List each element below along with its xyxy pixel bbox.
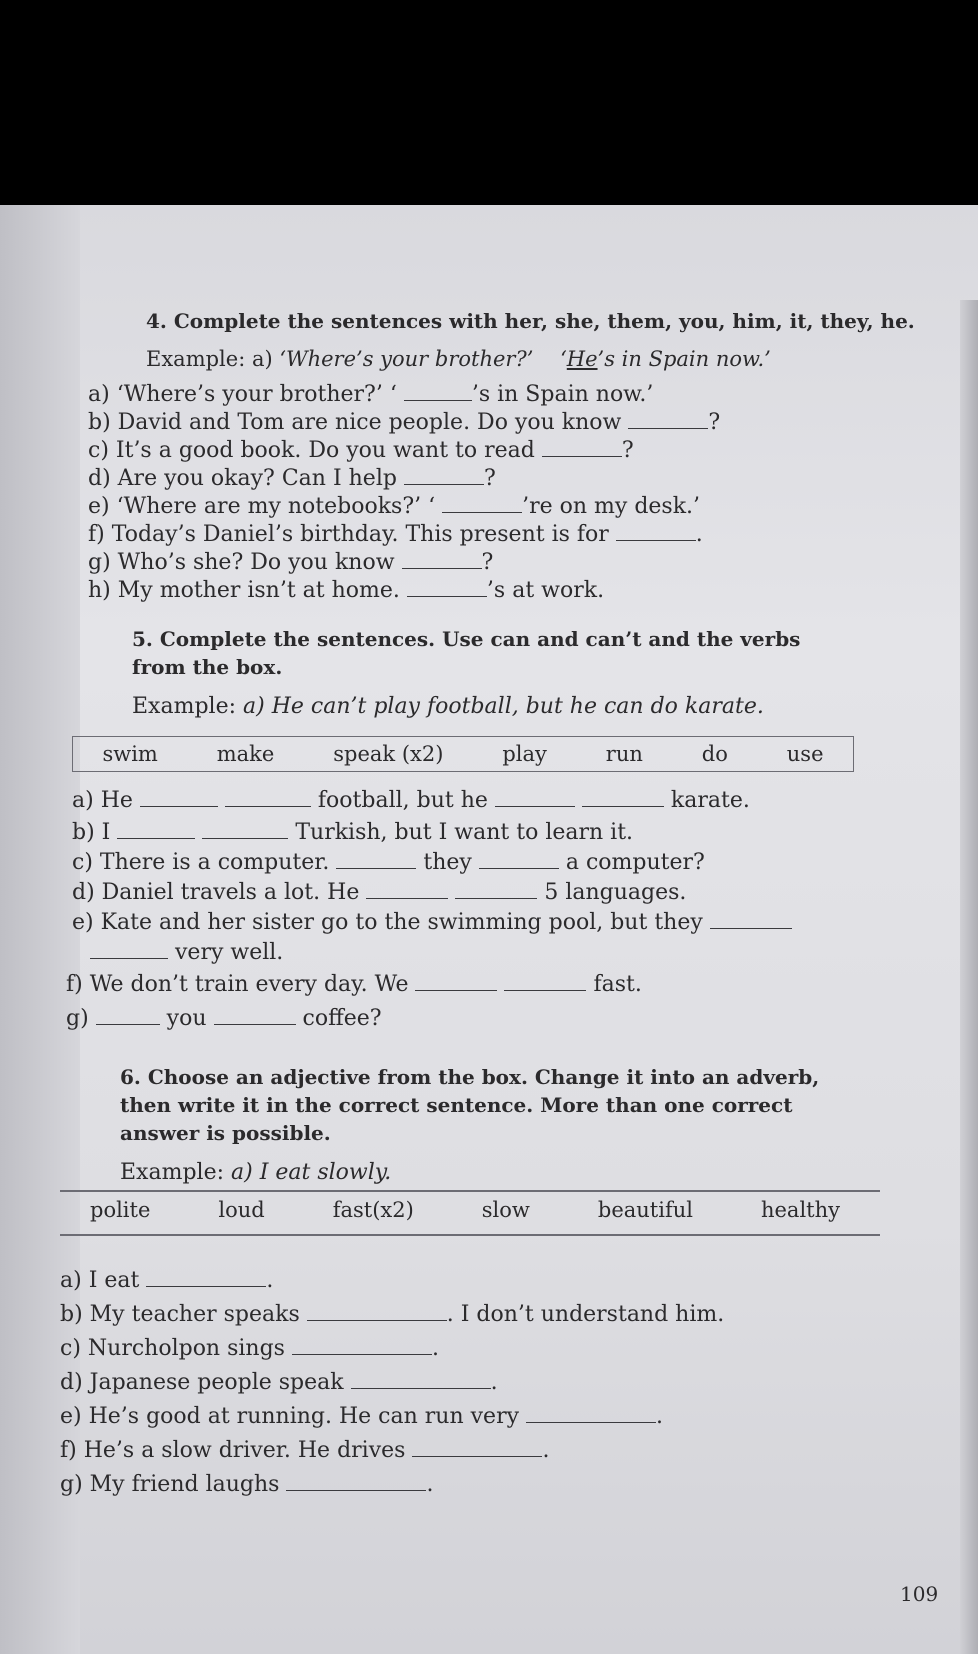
box-bottom-rule — [60, 1234, 880, 1236]
answer-blank[interactable] — [616, 520, 696, 541]
item-text: It’s a good book. Do you want to read — [115, 438, 535, 463]
task4-item-g — [88, 548, 493, 576]
example-label: Example: — [120, 1160, 224, 1185]
box-top-rule — [60, 1190, 880, 1192]
box-word: speak (x2) — [333, 742, 444, 766]
task4-item-c — [88, 436, 634, 464]
answer-blank[interactable] — [495, 786, 575, 807]
answer-blank[interactable] — [292, 1334, 432, 1355]
answer-blank[interactable] — [407, 576, 487, 597]
page-number: 109 — [900, 1582, 939, 1606]
task5-item-a — [72, 786, 750, 814]
answer-blank[interactable] — [307, 1300, 447, 1321]
answer-blank[interactable] — [90, 938, 168, 959]
item-text: you — [166, 1006, 207, 1031]
item-text: ‘Where’s your brother?’ ‘ — [116, 382, 397, 407]
item-text: f) We don’t train every day. We — [66, 972, 409, 997]
answer-blank[interactable] — [96, 1004, 160, 1025]
item-after: ? — [621, 438, 634, 463]
task6-heading-line2: then write it in the correct sentence. More than one correct — [120, 1093, 793, 1117]
item-text: e) He’s good at running. He can run very — [60, 1404, 520, 1429]
task6-item-b — [60, 1300, 724, 1328]
answer-blank[interactable] — [504, 970, 586, 991]
box-word: slow — [481, 1198, 530, 1222]
answer-blank[interactable] — [117, 818, 195, 839]
task6-example — [120, 1160, 391, 1186]
answer-blank[interactable] — [526, 1402, 656, 1423]
item-text: very well. — [175, 940, 284, 965]
task6-item-f — [60, 1436, 549, 1464]
item-text: ‘Where are my notebooks?’ ‘ — [116, 494, 436, 519]
answer-blank[interactable] — [366, 878, 448, 899]
task4-heading: 4. Complete the sentences with her, she, them, you, him, it, they, he. — [146, 309, 915, 333]
box-word: swim — [102, 742, 158, 766]
item-text: a computer? — [565, 850, 705, 875]
answer-blank[interactable] — [404, 464, 484, 485]
item-text: f) He’s a slow driver. He drives — [60, 1438, 406, 1463]
task5-heading-line1: 5. Complete the sentences. Use can and can’t and the verbs — [132, 627, 801, 651]
item-text: a) I eat — [60, 1268, 140, 1293]
item-text: g) — [66, 1006, 89, 1031]
item-text: coffee? — [302, 1006, 382, 1031]
item-text: football, but he — [317, 788, 488, 813]
example-label: Example: a) — [146, 347, 273, 371]
answer-blank[interactable] — [542, 436, 622, 457]
item-after: ? — [708, 410, 721, 435]
answer-blank[interactable] — [140, 786, 218, 807]
example-text: a) He can’t play football, but he can do karate. — [243, 694, 764, 719]
task5-example — [132, 694, 764, 720]
answer-blank[interactable] — [202, 818, 288, 839]
item-label: e) — [88, 494, 110, 519]
item-label: a) — [88, 382, 110, 407]
item-text: b) My teacher speaks — [60, 1302, 300, 1327]
task6-item-d — [60, 1368, 498, 1396]
box-word: do — [701, 742, 728, 766]
item-text: c) Nurcholpon sings — [60, 1336, 285, 1361]
item-after: ’s at work. — [486, 578, 605, 603]
answer-blank[interactable] — [336, 848, 416, 869]
item-text: My mother isn’t at home. — [117, 578, 400, 603]
item-after: ’s in Spain now.’ — [471, 382, 654, 407]
item-after: ’re on my desk.’ — [522, 494, 701, 519]
box-word: make — [216, 742, 275, 766]
item-text: they — [423, 850, 472, 875]
item-after: . — [656, 1404, 664, 1429]
textbook-page — [60, 300, 939, 1630]
task4-item-h — [88, 576, 604, 604]
item-label: h) — [88, 578, 111, 603]
task6-adjective-box — [90, 1198, 840, 1222]
task6-item-g — [60, 1470, 433, 1498]
answer-blank[interactable] — [710, 908, 792, 929]
box-word: polite — [90, 1198, 151, 1222]
task5-item-e-cont — [90, 938, 283, 966]
item-text: d) Daniel travels a lot. He — [72, 880, 360, 905]
task5-item-g — [66, 1004, 382, 1032]
item-text: g) My friend laughs — [60, 1472, 280, 1497]
answer-blank[interactable] — [628, 408, 708, 429]
item-text: d) Japanese people speak — [60, 1370, 344, 1395]
task5-item-e — [72, 908, 792, 936]
answer-blank[interactable] — [404, 380, 472, 401]
example-label: Example: — [132, 694, 236, 719]
task5-item-c — [72, 848, 705, 876]
answer-blank[interactable] — [146, 1266, 266, 1287]
box-word: fast(x2) — [332, 1198, 414, 1222]
task5-item-b — [72, 818, 633, 846]
item-text: David and Tom are nice people. Do you know — [117, 410, 622, 435]
task4-item-e — [88, 492, 700, 520]
task4-item-d — [88, 464, 496, 492]
item-text: Today’s Daniel’s birthday. This present is for — [111, 522, 609, 547]
item-after: ? — [483, 466, 496, 491]
item-label: f) — [88, 522, 105, 547]
task4-item-a — [88, 380, 653, 408]
item-text: Turkish, but I want to learn it. — [295, 820, 634, 845]
item-text: fast. — [593, 972, 642, 997]
task6-item-e — [60, 1402, 663, 1430]
task4-item-f — [88, 520, 703, 548]
item-text: e) Kate and her sister go to the swimming pool, but they — [72, 910, 703, 935]
item-label: b) — [88, 410, 111, 435]
item-text: karate. — [670, 788, 750, 813]
task4-item-b — [88, 408, 720, 436]
answer-blank[interactable] — [402, 548, 482, 569]
item-label: c) — [88, 438, 109, 463]
task5-item-d — [72, 878, 686, 906]
item-after: . — [266, 1268, 274, 1293]
task6-item-a — [60, 1266, 273, 1294]
box-word: beautiful — [597, 1198, 693, 1222]
answer-blank[interactable] — [582, 786, 664, 807]
task4-example — [146, 346, 771, 372]
task6-heading-line1: 6. Choose an adjective from the box. Change it into an adverb, — [120, 1065, 820, 1089]
box-word: use — [786, 742, 824, 766]
task6-item-c — [60, 1334, 439, 1362]
item-text: Are you okay? Can I help — [117, 466, 397, 491]
example-answer-rest: ’s in Spain now.’ — [597, 347, 771, 371]
answer-blank[interactable] — [455, 878, 537, 899]
item-text: b) I — [72, 820, 111, 845]
task5-heading-line2: from the box. — [132, 655, 283, 679]
example-quote: ‘ — [560, 347, 567, 371]
box-word: run — [605, 742, 643, 766]
answer-blank[interactable] — [479, 848, 559, 869]
box-word: play — [502, 742, 547, 766]
item-after: ? — [481, 550, 494, 575]
item-after: . — [426, 1472, 434, 1497]
item-after: . — [542, 1438, 550, 1463]
task5-item-f — [66, 970, 642, 998]
item-after: . — [431, 1336, 439, 1361]
answer-blank[interactable] — [351, 1368, 491, 1389]
box-word: loud — [218, 1198, 265, 1222]
answer-blank[interactable] — [225, 786, 311, 807]
example-question: ‘Where’s your brother?’ — [279, 347, 534, 371]
item-text: c) There is a computer. — [72, 850, 330, 875]
item-text: a) He — [72, 788, 133, 813]
task6-heading-line3: answer is possible. — [120, 1121, 331, 1145]
example-text: a) I eat slowly. — [231, 1160, 392, 1185]
right-page-edge — [960, 300, 978, 1654]
example-answer: He — [566, 347, 598, 371]
item-after: . I don’t understand him. — [446, 1302, 725, 1327]
item-after: . — [490, 1370, 498, 1395]
item-label: d) — [88, 466, 111, 491]
answer-blank[interactable] — [286, 1470, 426, 1491]
box-word: healthy — [760, 1198, 840, 1222]
task5-verb-box — [72, 736, 854, 772]
item-after: . — [695, 522, 703, 547]
answer-blank[interactable] — [412, 1436, 542, 1457]
item-text: Who’s she? Do you know — [117, 550, 395, 575]
answer-blank[interactable] — [214, 1004, 296, 1025]
item-label: g) — [88, 550, 111, 575]
item-text: 5 languages. — [544, 880, 687, 905]
answer-blank[interactable] — [415, 970, 497, 991]
answer-blank[interactable] — [442, 492, 522, 513]
